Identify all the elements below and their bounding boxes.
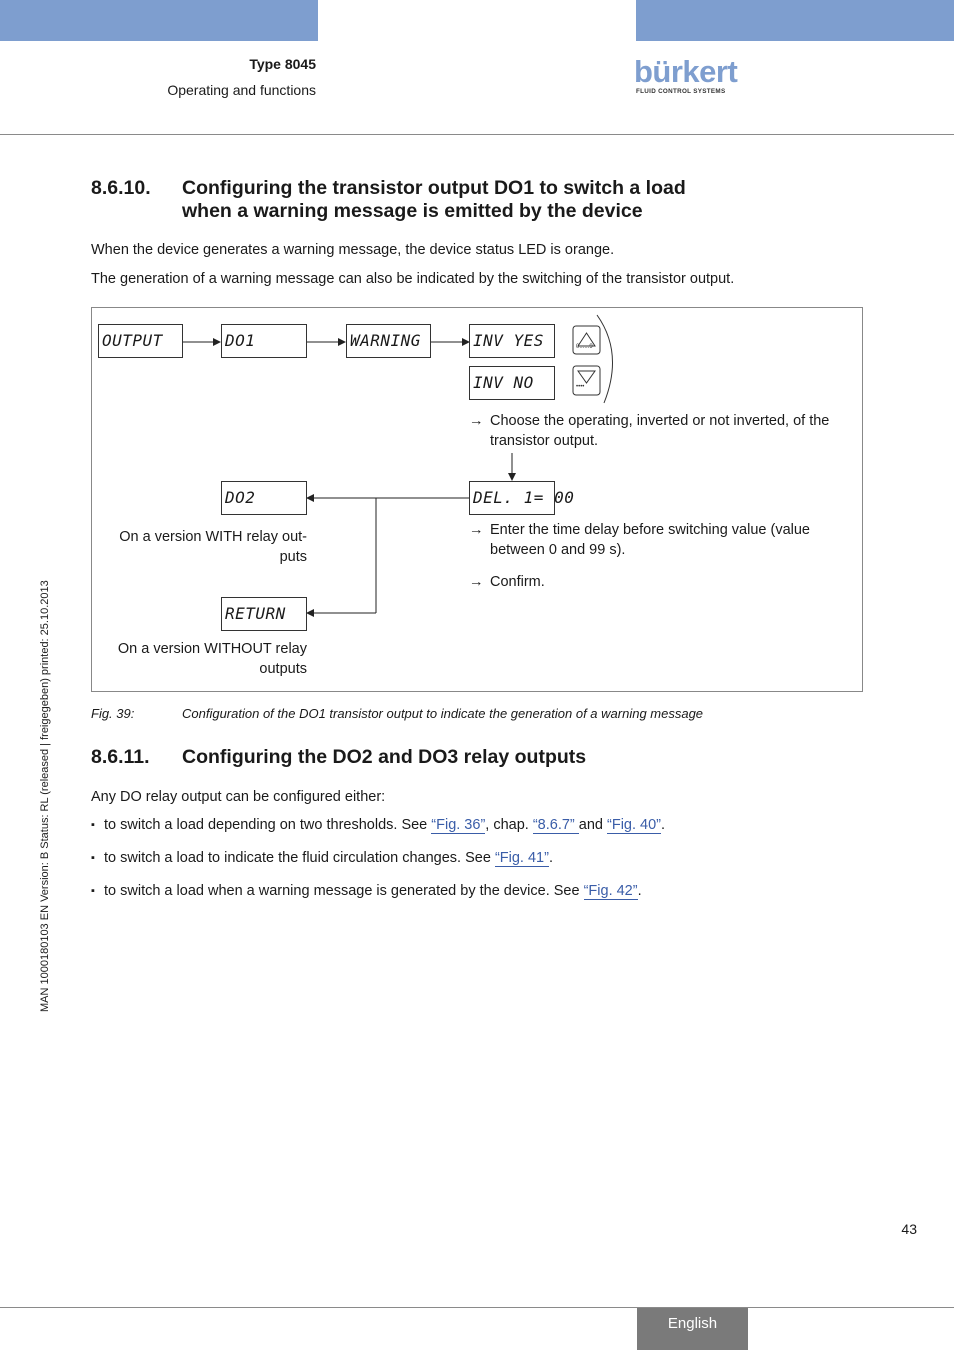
bullet3-text: to switch a load when a warning message is generated by the device. See [104, 883, 584, 899]
header-rule [0, 134, 954, 135]
note-delay-line2: between 0 and 99 s). [490, 542, 626, 558]
paragraph-intro: Any DO relay output can be configured either: [91, 789, 386, 805]
note-without-relay-line1: On a version WITHOUT relay [117, 641, 307, 657]
section-title-line2: when a warning message is emitted by the device [182, 200, 643, 222]
paragraph-led: When the device generates a warning message, the device status LED is orange. [91, 242, 615, 258]
lcd-delay: DEL. 1= 00 [469, 481, 555, 515]
section-number-8-6-10: 8.6.10. [91, 177, 151, 199]
note-with-relay-line2: puts [279, 549, 307, 565]
lcd-warning: WARNING [346, 324, 431, 358]
note-choose-line2: transistor output. [490, 433, 598, 449]
arrow-right-icon: → [469, 413, 484, 429]
note-with-relay [87, 527, 307, 567]
document-subtitle: Operating and functions [167, 82, 316, 98]
section2-title: Configuring the DO2 and DO3 relay outputs [182, 746, 587, 768]
down-key-label: •••• [576, 384, 585, 390]
logo-tagline: FLUID CONTROL SYSTEMS [636, 88, 726, 95]
document-type: Type 8045 [249, 56, 316, 72]
note-choose-line1: Choose the operating, inverted or not inverted, of the [490, 413, 830, 429]
lcd-return: RETURN [221, 597, 307, 631]
note-without-relay [87, 639, 307, 679]
side-print-info: MAN 1000180103 EN Version: B Status: RL (released | freigegeben) printed: 25.10.2013 [39, 580, 51, 1012]
bullet3-end: . [637, 883, 642, 899]
link-fig-41[interactable]: “Fig. 41” [494, 850, 549, 866]
language-tab: English [637, 1308, 748, 1350]
section-title-line1: Configuring the transistor output DO1 to switch a load [182, 177, 686, 199]
footer-rule [0, 1307, 954, 1308]
figure-caption-label: Fig. 39: [91, 706, 135, 721]
lcd-inv-no: INV NO [469, 366, 555, 400]
paragraph-transistor: The generation of a warning message can also be indicated by the switching of the transistor output. [91, 271, 735, 287]
bullet2-text: to switch a load to indicate the fluid circulation changes. See [104, 850, 495, 866]
page-number: 43 [901, 1221, 917, 1237]
link-fig-42[interactable]: “Fig. 42” [583, 883, 638, 899]
bullet-marker: ▪ [91, 852, 95, 864]
figure-caption-text: Configuration of the DO1 transistor output to indicate the generation of a warning message [182, 706, 704, 721]
lcd-output: OUTPUT [98, 324, 183, 358]
link-fig-36[interactable]: “Fig. 36” [431, 817, 486, 833]
bullet-marker: ▪ [91, 885, 95, 897]
arrow-right-icon: → [469, 574, 484, 590]
lcd-inv-yes: INV YES [469, 324, 555, 358]
burkert-logo: bürkert [634, 54, 738, 89]
figure-frame [91, 307, 863, 692]
link-fig-40[interactable]: “Fig. 40” [607, 817, 662, 833]
note-without-relay-line2: outputs [259, 661, 307, 677]
up-key-label: 0......9 [576, 344, 593, 350]
bullet1-text: to switch a load depending on two thresholds. See [104, 817, 432, 833]
note-delay-line1: Enter the time delay before switching value (value [490, 522, 810, 538]
link-chap-8-6-7[interactable]: “8.6.7” [532, 817, 579, 833]
bullet1-chap: , chap. [485, 817, 533, 833]
down-key-icon[interactable] [573, 366, 600, 395]
note-confirm-text: Confirm. [490, 574, 545, 590]
bullet1-end: . [661, 817, 666, 833]
header-bar-right [636, 0, 954, 41]
bullet2-end: . [548, 850, 553, 866]
header-bar-left [0, 0, 318, 41]
arrow-right-icon: → [469, 522, 484, 538]
lcd-do2: DO2 [221, 481, 307, 515]
lcd-do1: DO1 [221, 324, 307, 358]
bullet1-and: and [578, 817, 608, 833]
note-with-relay-line1: On a version WITH relay out- [119, 529, 307, 545]
section-number-8-6-11: 8.6.11. [91, 746, 150, 768]
bullet-marker: ▪ [91, 819, 95, 831]
